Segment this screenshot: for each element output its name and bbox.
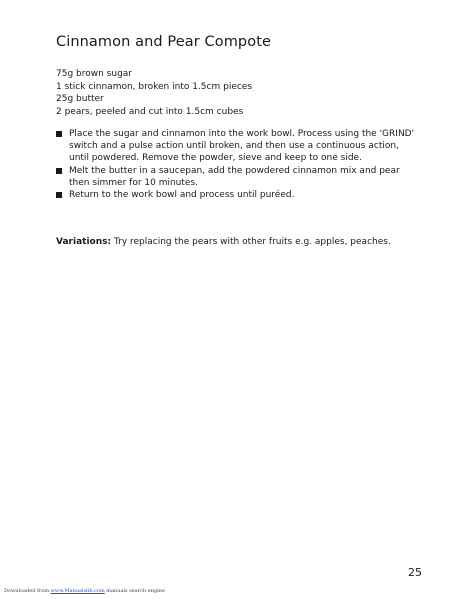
method-step xyxy=(56,189,416,201)
variations-text: Try replacing the pears with other fruits e.g. apples, peaches. xyxy=(111,237,391,247)
manualslib-link[interactable]: www.Manualslib.com xyxy=(50,588,105,594)
ingredient-item: 75g brown sugar xyxy=(56,69,132,79)
ingredient-item: 25g butter xyxy=(56,94,104,104)
method-step-text: Return to the work bowl and process until puréed. xyxy=(69,190,295,201)
variations-label: Variations: xyxy=(56,237,112,247)
square-bullet-icon xyxy=(56,131,62,137)
square-bullet-icon xyxy=(56,168,62,174)
ingredient-list xyxy=(56,68,252,118)
footer-suffix: manuals search engine xyxy=(104,588,165,594)
ingredient-item: 1 stick cinnamon, broken into 1.5cm pieces xyxy=(56,81,253,92)
footer-prefix: Downloaded from xyxy=(4,588,51,594)
method-step xyxy=(56,165,416,189)
ingredient-item: 2 pears, peeled and cut into 1.5cm cubes xyxy=(56,106,244,117)
method-step-text: Place the sugar and cinnamon into the work bowl. Process using the 'GRIND' switch and a pulse action until broken, and then use a continuous action, until powdered. Remove the powder, sieve and keep to one side. xyxy=(69,129,415,164)
square-bullet-icon xyxy=(56,192,62,198)
method-step-text: Melt the butter in a saucepan, add the powdered cinnamon mix and pear then simmer for 10 minutes. xyxy=(69,165,400,188)
variations-note xyxy=(56,236,391,248)
method-step xyxy=(56,128,416,165)
download-footer xyxy=(4,588,165,594)
method-steps xyxy=(56,128,416,201)
page-number: 25 xyxy=(408,566,422,579)
page-title: Cinnamon and Pear Compote xyxy=(56,34,272,50)
